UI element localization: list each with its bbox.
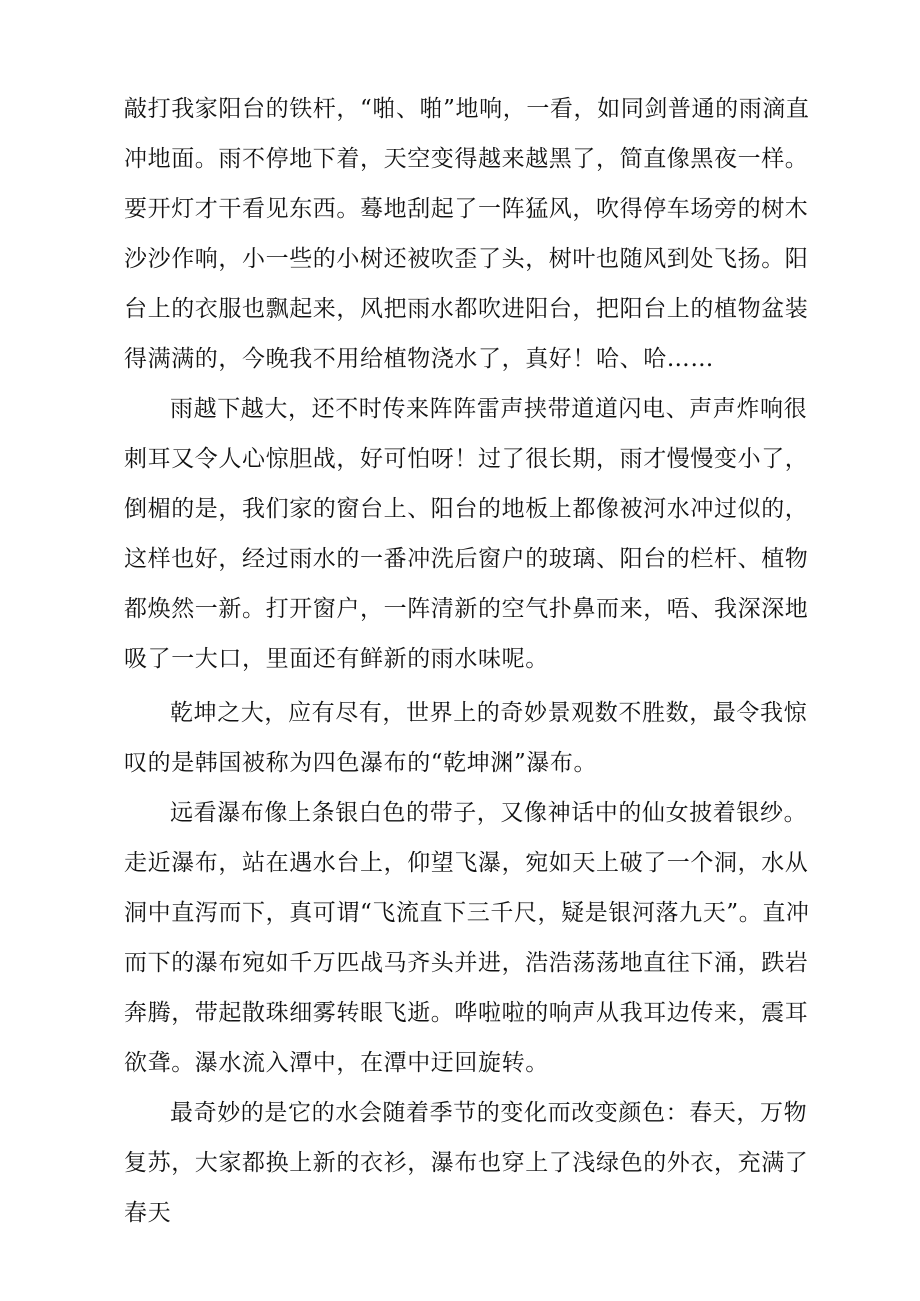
text-section-waterfall (124, 688, 824, 1238)
paragraph-waterfall-intro: 乾坤之大，应有尽有，世界上的奇妙景观数不胜数，最令我惊叹的是韩国被称为四色瀑布的“乾坤渊”瀑布。 (124, 700, 808, 776)
text-section-rain (124, 84, 824, 684)
paragraph-waterfall-description: 远看瀑布像上条银白色的带子，又像神话中的仙女披着银纱。走近瀑布，站在遇水台上，仰望飞瀑，宛如天上破了一个洞，水从洞中直泻而下，真可谓“飞流直下三千尺，疑是银河落九天”。直冲而下的瀑布宛如千万匹战马齐头并进，浩浩荡荡地直往下涌，跌岩奔腾，带起散珠细雾转眼飞逝。哗啦啦的响声从我耳边传来，震耳欲聋。瀑水流入潭中，在潭中迂回旋转。 (124, 800, 810, 1076)
paragraph-waterfall-seasons: 最奇妙的是它的水会随着季节的变化而改变颜色：春天，万物复苏，大家都换上新的衣衫，瀑布也穿上了浅绿色的外衣，充满了春天 (124, 1100, 809, 1226)
paragraph-rain-after: 雨越下越大，还不时传来阵阵雷声挟带道道闪电、声声炸响很刺耳又令人心惊胆战，好可怕呀！过了很长期，雨才慢慢变小了，倒楣的是，我们家的窗台上、阳台的地板上都像被河水冲过似的，这样也好，经过雨水的一番冲洗后窗户的玻璃、阳台的栏杆、植物都焕然一新。打开窗户，一阵清新的空气扑鼻而来，唔、我深深地吸了一大口，里面还有鲜新的雨水味呢。 (124, 396, 809, 672)
paragraph-rain-storm: 敲打我家阳台的铁杆，“啪、啪”地响，一看，如同剑普通的雨滴直冲地面。雨不停地下着，天空变得越来越黑了，简直像黑夜一样。要开灯才干看见东西。蓦地刮起了一阵猛风，吹得停车场旁的树木沙沙作响，小一些的小树还被吹歪了头，树叶也随风到处飞扬。阳台上的衣服也飘起来，风把雨水都吹进阳台，把阳台上的植物盆装得满满的，今晚我不用给植物浇水了，真好！哈、哈…… (124, 96, 810, 372)
